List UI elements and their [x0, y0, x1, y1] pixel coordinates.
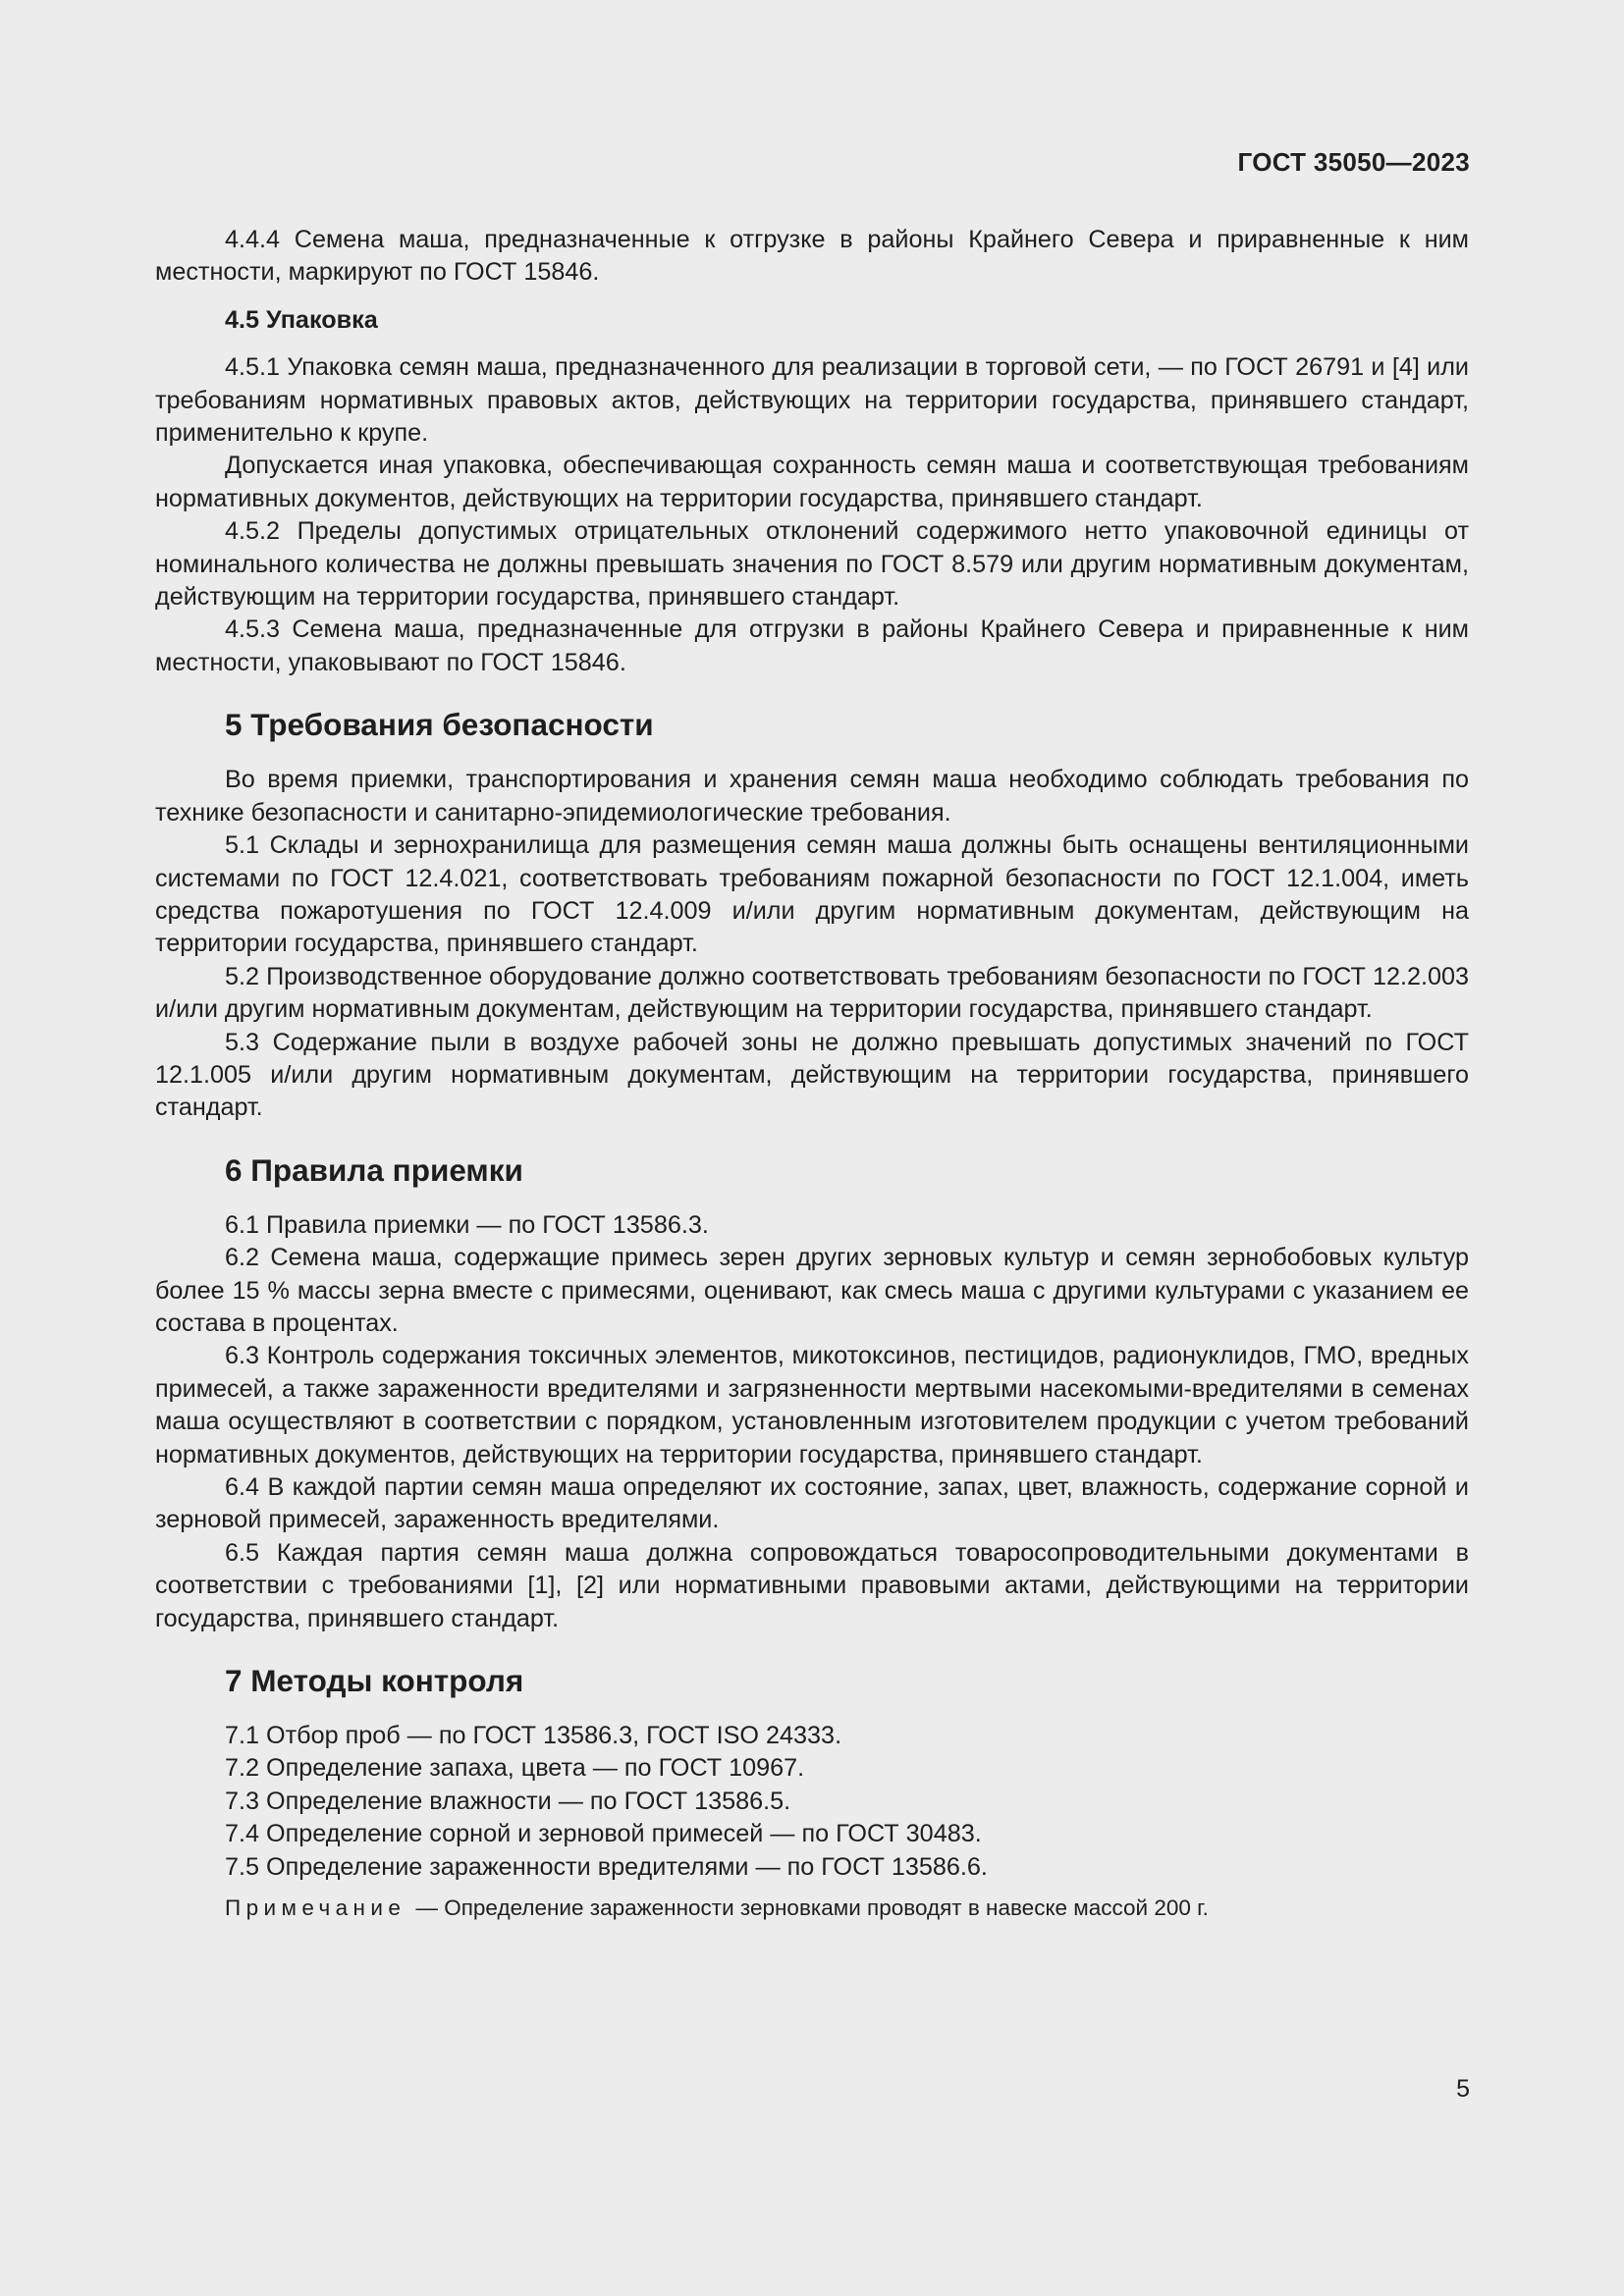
paragraph-7-2: 7.2 Определение запаха, цвета — по ГОСТ 10967. — [225, 1754, 805, 1783]
subsection-heading-4-5: 4.5 Упаковка — [225, 305, 378, 334]
paragraph-7-4: 7.4 Определение сорной и зерновой примесей — по ГОСТ 30483. — [225, 1820, 982, 1848]
document-body — [155, 224, 1469, 1923]
section-heading-6: 6 Правила приемки — [225, 1151, 523, 1188]
paragraph-4-5-2: 4.5.2 Пределы допустимых отрицательных отклонений содержимого нетто упаковочной единицы от номинального количества не должны превышать значения по ГОСТ 8.579 или другим нормативным документам, действующим на территории государства, принявшего стандарт. — [155, 517, 1469, 612]
page-number: 5 — [1456, 2075, 1470, 2103]
paragraph-7-5: 7.5 Определение зараженности вредителями — по ГОСТ 13586.6. — [225, 1852, 988, 1881]
paragraph-7-3: 7.3 Определение влажности — по ГОСТ 13586.5. — [225, 1787, 791, 1815]
paragraph-4-5-1: 4.5.1 Упаковка семян маша, предназначенного для реализации в торговой сети, — по ГОСТ 26791 и [4] или требованиям нормативных правовых актов, действующих на территории государства, принявшего стандарт, применительно к крупе. — [155, 353, 1469, 448]
section-heading-7: 7 Методы контроля — [225, 1663, 524, 1699]
paragraph-4-4-4: 4.4.4 Семена маша, предназначенные к отгрузке в районы Крайнего Севера и приравненные к ним местности, маркируют по ГОСТ 15846. — [155, 226, 1469, 287]
paragraph-6-2: 6.2 Семена маша, содержащие примесь зерен других зерновых культур и семян зернобобовых культур более 15 % массы зерна вместе с примесями, оценивают, как смесь маша с другими культурами с указанием ее состава в процентах. — [155, 1244, 1469, 1337]
paragraph-4-5-1-continuation: Допускается иная упаковка, обеспечивающая сохранность семян маша и соответствующая требованиям нормативных документов, действующих на территории государства, принявшего стандарт. — [155, 452, 1469, 512]
paragraph-7-1: 7.1 Отбор проб — по ГОСТ 13586.3, ГОСТ ISO 24333. — [225, 1722, 842, 1750]
note-label: Примечание — [225, 1896, 406, 1921]
paragraph-6-4: 6.4 В каждой партии семян маша определяют их состояние, запах, цвет, влажность, содержание сорной и зерновой примесей, зараженность вредителями. — [155, 1473, 1469, 1534]
paragraph-6-5: 6.5 Каждая партия семян маша должна сопровождаться товаросопроводительными документами в соответствии с требованиями [1], [2] или нормативными правовыми актами, действующими на территории государства, принявшего стандарт. — [155, 1538, 1469, 1632]
document-code: ГОСТ 35050—2023 — [1237, 147, 1470, 177]
paragraph-5-3: 5.3 Содержание пыли в воздухе рабочей зоны не должно превышать допустимых значений по ГОСТ 12.1.005 и/или другим нормативным документам, действующим на территории государства, принявшего стандарт. — [155, 1028, 1469, 1122]
paragraph-4-5-3: 4.5.3 Семена маша, предназначенные для отгрузки в районы Крайнего Севера и приравненные к ним местности, упаковывают по ГОСТ 15846. — [155, 615, 1469, 676]
note-text: — Определение зараженности зерновками проводят в навеске массой 200 г. — [409, 1896, 1209, 1921]
note — [155, 1894, 1469, 1923]
paragraph-5-1: 5.1 Склады и зернохранилища для размещения семян маша должны быть оснащены вентиляционными системами по ГОСТ 12.4.021, соответствовать требованиям пожарной безопасности по ГОСТ 12.1.004, иметь средства пожаротушения по ГОСТ 12.4.009 и/или другим нормативным документам, действующим на территории государства, принявшего стандарт. — [155, 831, 1469, 958]
paragraph-5-2: 5.2 Производственное оборудование должно соответствовать требованиям безопасности по ГОСТ 12.2.003 и/или другим нормативным документам, действующим на территории государства, принявшего стандарт. — [155, 962, 1469, 1024]
paragraph-6-3: 6.3 Контроль содержания токсичных элементов, микотоксинов, пестицидов, радионуклидов, ГМО, вредных примесей, а также зараженности вредителями и загрязненности мертвыми насекомыми-вредителями в семенах маша осуществляют в соответствии с порядком, установленным изготовителем продукции с учетом требований нормативных документов, действующих на территории государства, принявшего стандарт. — [155, 1342, 1469, 1468]
section-heading-5: 5 Требования безопасности — [225, 707, 654, 743]
paragraph-5-intro: Во время приемки, транспортирования и хранения семян маша необходимо соблюдать требования по технике безопасности и санитарно-эпидемиологические требования. — [155, 766, 1469, 827]
paragraph-6-1: 6.1 Правила приемки — по ГОСТ 13586.3. — [225, 1210, 709, 1239]
